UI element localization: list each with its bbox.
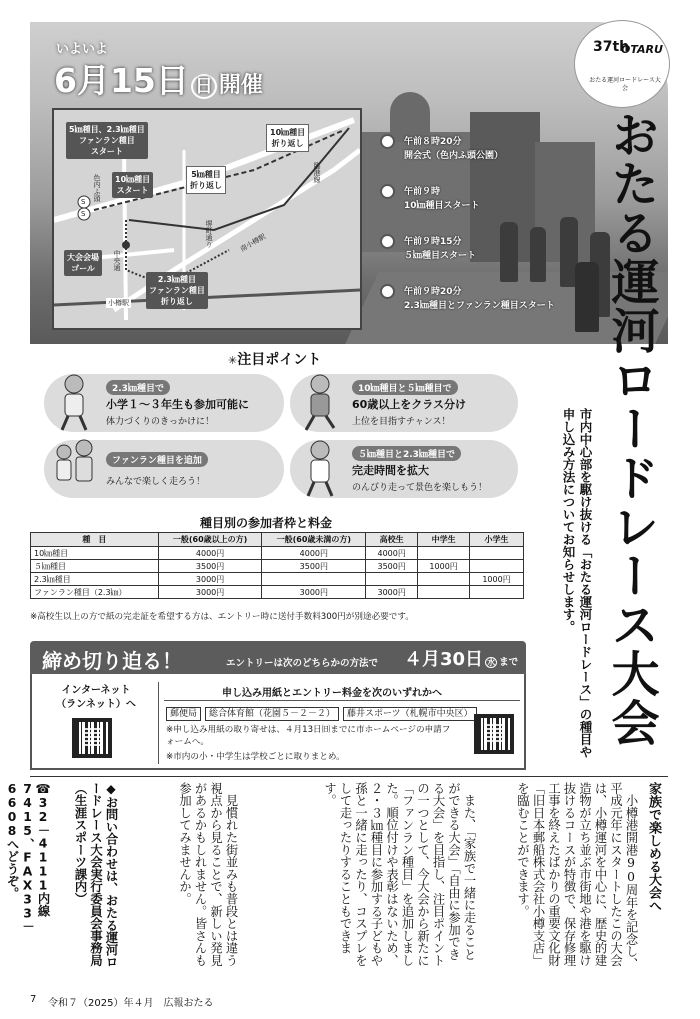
point-tag: ファンラン種目を追加 [106, 452, 208, 467]
table-cell: 4000円 [262, 547, 366, 560]
timeline-time: 午前８時20分 [404, 137, 462, 147]
issue-info: 令和７（2025）年４月 広報おたる [48, 998, 214, 1009]
logo-caption: おたる運河ロードレース大会 [589, 77, 661, 92]
article-paragraph: 見慣れた街並みも普段とは違う視点から見ることで、新しい発見があるかもしれません。皆さんも参加してみませんか。 [177, 782, 238, 967]
map-label-turn10: 10㎞種目 折り返し [266, 124, 309, 152]
clock-icon [380, 134, 395, 149]
logo-word: OTARU [621, 43, 663, 56]
table-cell [470, 547, 524, 560]
table-row [31, 573, 524, 586]
map-label-goal: 大会会場 ゴール [64, 250, 102, 276]
table-header: 一般(60歳未満の方) [262, 533, 366, 547]
event-logo [574, 20, 670, 108]
point-main: 完走時間を拡大 [352, 464, 429, 477]
fees-note: ※高校生以上の方で紙の完走証を希望する方は、エントリー時に送付手数料300円が別途必要です。 [30, 612, 414, 622]
place-gym: 総合体育館（花園５－２－２） [205, 707, 339, 721]
table-cell: 3000円 [158, 586, 262, 599]
point-card [290, 440, 518, 498]
paper-note-2: ※市内の小・中学生は学校ごとに取りまとめ。 [166, 752, 345, 762]
table-cell: 2.3㎞種目 [31, 573, 159, 586]
point-card [290, 374, 518, 432]
contact-info: ◆お問い合わせは、おたる運河ロードレース大会実行委員会事務局（生涯スポーツ課内） [73, 782, 118, 969]
clock-icon [380, 284, 395, 299]
intro-text: 市内中心部を駆け抜ける「おたる運河ロードレース」の種目や申し込み方法についてお知らせします。 [561, 408, 593, 758]
table-cell: 3000円 [158, 573, 262, 586]
table-cell: 3000円 [262, 586, 366, 599]
point-main: 60歳以上をクラス分け [352, 398, 466, 411]
paper-divider [164, 700, 520, 701]
table-cell: 10㎞種目 [31, 547, 159, 560]
table-cell: 3000円 [366, 586, 418, 599]
course-map [52, 108, 362, 330]
timeline-time: 午前９時15分 [404, 237, 462, 247]
application-form-qr-code[interactable] [474, 714, 514, 754]
timeline-label: 2.3㎞種目とファンラン種目スタート [404, 301, 555, 311]
point-sub: 上位を目指すチャンス！ [352, 417, 451, 427]
table-header: 小学生 [470, 533, 524, 547]
runner-icon [294, 436, 346, 500]
point-tag: 10㎞種目と５㎞種目で [352, 380, 458, 395]
fees-title: 種目別の参加者枠と料金 [200, 516, 333, 530]
runner-icon [48, 370, 100, 434]
map-place-station: 小樽駅 [108, 299, 129, 307]
clock-icon [380, 234, 395, 249]
table-cell [366, 573, 418, 586]
table-cell: ５㎞種目 [31, 560, 159, 573]
article-paragraph: 小樽港開港90周年を記念し、平成元年にスタートしたこの大会は、小樽運河を中心に、歴史的建造物が立ち並ぶ市街地や港を駆け抜けるコースが特徴で、保存修理工事を終えたばかりの重要文化財「旧日本郵船株式会社小樽支店」を臨むことができます。 [515, 782, 638, 970]
lead-text: いよいよ [56, 42, 109, 57]
map-place-chuo: 中央通 [113, 250, 121, 271]
point-main: 小学１〜３年生も参加可能に [106, 398, 249, 411]
table-row [31, 586, 524, 599]
points-heading-text: 注目ポイント [237, 352, 322, 368]
event-date-day: 日 [191, 74, 217, 99]
map-label-start5: 5㎞種目、2.3㎞種目 ファンラン種目 スタート [66, 122, 148, 159]
page-number: 7 [30, 994, 37, 1005]
article-divider [30, 776, 668, 777]
point-tag: 2.3㎞種目で [106, 380, 170, 395]
table-cell: 1000円 [470, 573, 524, 586]
table-cell: 3500円 [262, 560, 366, 573]
page-title: おたる運河ロードレース大会 [603, 110, 659, 747]
deadline-method: エントリーは次のどちらかの方法で [226, 658, 379, 669]
table-cell [418, 573, 470, 586]
contact-phone: ☎32－4111内線7415、FAX33－6608へどうぞ。 [5, 782, 50, 933]
paper-heading: 申し込み用紙とエントリー料金を次のいずれかへ [222, 688, 442, 699]
point-sub: 体力づくりのきっかけに！ [106, 417, 215, 427]
deadline-date [404, 645, 518, 671]
timeline-time: 午前９時20分 [404, 287, 462, 297]
clock-icon [380, 184, 395, 199]
point-sub: のんびり走って景色を楽しもう！ [352, 483, 488, 493]
deadline-date-day: 水 [487, 658, 496, 667]
map-place-irouchi: 色内ふ頭 [93, 174, 101, 202]
point-sub: みんなで楽しく走ろう！ [106, 477, 206, 487]
map-place-rinko: 臨港線 [313, 162, 321, 183]
article-paragraph: また、「家族で一緒に走ることができる大会」「自由に参加できる大会」を目指し、注目ポイントの一つとして、今大会から新たに「ファンラン種目」を追加しました。順位付けや表彰はないため、２・３㎞種目に参加する子どもや孫と一緒に走ったり、コスプレをして走ったりすることもできます。 [322, 782, 476, 967]
table-cell: 3500円 [158, 560, 262, 573]
timeline-label: ５㎞種目スタート [404, 251, 477, 261]
map-place-s2: S [81, 210, 86, 218]
entry-panel [30, 674, 526, 770]
table-cell: 1000円 [418, 560, 470, 573]
place-post-office: 郵便局 [166, 707, 201, 721]
panel-divider [158, 682, 159, 764]
table-cell [470, 586, 524, 599]
article-heading: 家族で楽しめる大会へ [646, 782, 661, 912]
table-cell: 4000円 [366, 547, 418, 560]
event-date-suffix: 開催 [218, 73, 263, 98]
sparkle-icon: ✳ [228, 354, 238, 367]
point-card [44, 440, 284, 498]
deadline-title: 締め切り迫る！ [42, 649, 182, 673]
table-cell: 4000円 [158, 547, 262, 560]
map-label-start10: 10㎞種目 スタート [112, 172, 153, 198]
logo-edition: 37th [593, 39, 630, 55]
place-list [166, 706, 477, 719]
map-label-turn5: 5㎞種目 折り返し [186, 166, 226, 194]
table-header: 種 目 [31, 533, 159, 547]
points-heading [228, 349, 321, 369]
timeline-label: 開会式（色内ふ頭公園） [404, 151, 504, 161]
table-row [31, 560, 524, 573]
table-header: 一般(60歳以上の方) [158, 533, 262, 547]
place-fujii-sports: 藤井スポーツ（札幌市中央区） [343, 707, 477, 721]
deadline-until: まで [499, 657, 519, 668]
internet-label: インターネット （ランネット）へ [56, 685, 136, 710]
map-place-s1: S [81, 198, 86, 206]
event-date [54, 55, 263, 102]
paper-note-1: ※申し込み用紙の取り寄せは、４月13日㈰までに市ホームページの申請フォームへ。 [166, 725, 451, 747]
fee-table [30, 532, 524, 599]
runner-icon [294, 370, 346, 434]
deadline-banner [30, 641, 526, 677]
point-card [44, 374, 284, 432]
family-runner-icon [48, 436, 100, 500]
table-header: 高校生 [366, 533, 418, 547]
map-place-sakai: 堺町通り [205, 220, 213, 248]
table-row [31, 547, 524, 560]
table-cell: 3500円 [366, 560, 418, 573]
table-cell [418, 586, 470, 599]
timeline-time: 午前９時 [404, 187, 441, 197]
timeline-label: 10㎞種目スタート [404, 201, 480, 211]
table-header: 中学生 [418, 533, 470, 547]
runnet-qr-code[interactable] [72, 718, 112, 758]
point-tag: ５㎞種目と2.3㎞種目で [352, 446, 461, 461]
table-cell [418, 547, 470, 560]
event-date-main: 6月15日 [54, 61, 189, 100]
map-label-turn23: 2.3㎞種目 ファンラン種目 折り返し [146, 272, 208, 309]
table-cell [470, 560, 524, 573]
table-cell: ファンラン種目（2.3㎞） [31, 586, 159, 599]
table-cell [262, 573, 366, 586]
table-header-row [31, 533, 524, 547]
map-place-minami: 南小樽駅 [238, 232, 268, 254]
deadline-date-main: ４月30日 [404, 649, 484, 670]
